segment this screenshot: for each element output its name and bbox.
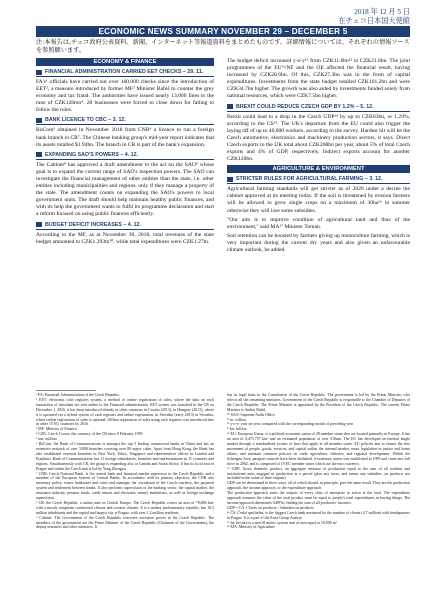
footnote: ⁹ Cabinet: The Government of the Czech Republic exercises executive power in the Czech Republic. The members of the government are the Prime Minister of the Czech Republic (Chairman of the Government), the deputy ministers and other ministers. It: [36, 515, 214, 530]
publisher-org: 在チェコ日本国大使館: [338, 17, 410, 25]
footnotes-right: [227, 393, 410, 530]
article-heading-sao: [36, 151, 214, 160]
document-icon: [36, 70, 42, 75]
footnote: ¹⁷ ha: hectare is a non-SI metric system unit of area equal to 10,000 m²: [227, 520, 337, 525]
footnote: ¹³ bn: billion: [227, 427, 247, 432]
document-icon: [36, 152, 42, 157]
footnote-divider: [36, 390, 96, 391]
publication-date: 2018 年 12 月 5 日: [354, 8, 410, 16]
article-heading-budget: [36, 221, 214, 230]
article-body-sao: The Cabinet⁸ has approved a draft amendment to the act on the SAO⁹ whose goal is to expand the current range of SAO's inspection powers. The SAO can investigate the financial management of other entities than the state, i.e. other entities including municipalities and regions, only if they manage a property of the state. The amendment counts on expanding the SAO's powers to local government units. The draft should help maintain healthy public finances, and with its help the government wants to fulfil its programme declaration and start a reform focused on using public finances efficiently.: [36, 161, 214, 218]
footnote: has its legal basis in the Constitution of the Czech Republic. The government is led by the Prime Minister, who selects all the remaining ministers. Government of the Czech Republic is responsible to the Chamber of Deputies of the Czech Republic. The Prime Minister is appointed by the President of the Czech Republic. The current Prime Minister is Andrej Babiš.: [227, 393, 410, 412]
article-body-farming-cont: Soil retention can be boosted by farmers giving up monoculture farming, which is very important during the current dry years and also given an unfavourable climate outlook, he added.: [227, 232, 410, 253]
footnotes-left: [36, 393, 214, 530]
document-icon: [36, 222, 42, 227]
article-heading-eet: [36, 68, 214, 77]
article-heading-text: BANK LICENCE TO CBC – 3. 12.: [45, 117, 126, 124]
footnote: ⁵ mn: million: [36, 437, 57, 442]
footnote: ¹¹ tn: trillion: [227, 417, 246, 422]
left-column: [36, 58, 214, 248]
header-date-block: [338, 8, 410, 26]
footnote: ⁷ CNB: Czech National Bank, is the central bank and financial market supervisor in the Czech Republic and a member of the European System of Central Banks. In accordance with its primary objective, the CNB sets monetary policy, issues banknotes and coins and manages the circulation of the Czech currency, the payment system and settlement between banks. It also performs supervision of the banking sector, the capital market, the insurance industry, pension funds, credit unions and electronic money institutions, as well as foreign exchange supervision.: [36, 471, 214, 501]
footnote: ¹⁸ MA: Ministry of Agriculture: [227, 525, 276, 530]
footnote: The production approach sums the outputs of every class of enterprise to arrive at the total. The expenditure approach assumes the value of the total product must be equal to people's total expenditures in buying things. The income approach determines GDP by finding the sum of all producers' incomes.: [227, 491, 410, 505]
footnote: ³ MF: Ministry of Finance: [36, 427, 77, 432]
article-body-cbc: BoCom⁵ obtained in November 2018 from CNB⁶ a licence to run a foreign bank branch in CR⁷. The Chinese banking group's mid-year report indicates that its assets totalled $1.94bn. The branch in CR is part of the bank's expansion.: [36, 127, 214, 148]
article-heading-text: STRICTER RULES FOR AGRICULTURAL FARMING – 3. 12.: [236, 176, 383, 183]
footnote: ¹⁵ GDP: Gross domestic product, an aggregate measure of production equal to the sum of all resident and institutional units engaged in production in a period (plus any taxes, and minus any subsidies, on products not included in the value of their outputs).: [227, 466, 410, 481]
footnote: ¹⁴ EU: European Union, is a political-economic union of 28 member states that are located primarily in Europe. It has an area of 4,475,757 km² and an estimated population of over 510mn. The EU has developed an internal single market through a standardised system of laws that apply in all member states. EU policies aim to ensure the free movement of people, goods, services, and capital within the internal market, enact legislation in justice and home affairs, and maintain common policies on trade, agriculture, fisheries, and regional development. Within the Schengen Area, passport controls have been abolished. A monetary union was established in 1999 and came into full force in 2002, and is composed of 19 EU member states which use the euro currency.: [227, 432, 410, 466]
footnote: ² EET: electronic cash registers system, a method of online registration of sales, where the data on each transaction of merchant are sent online to the Financial administration. EET system was launched in the CR on December 1, 2016, it has been introduced already in other countries in Croatia (2013), in Hungary (2013), where it is operated via a hybrid system of cash registers and online registration, in Slovakia (early 2013) in Slovakia, where online registration of sales is optional. Offline registration of sales using cash registers was introduced also in other 15 EU countries by 2016.: [36, 397, 214, 427]
section-header-economy: ECONOMY & FINANCE: [36, 58, 214, 66]
article-heading-text: EXPANDING SAO'S POWERS – 4. 12.: [45, 151, 138, 158]
article-body-brexit: Brexit could lead to a drop in the Czech GDP¹⁴ by up to CZK63bn, or 1.29%, according to the CS¹⁵. The UK's departure from the EU could also trigger the laying off of up to 40,000 workers, according to the survey. Hardest hit will be the Czech automotive, electronics and machinery production sectors, it says. Direct Czech exports to the UK total about CZK208bn per year, about 5% of total Czech exports and 4% of GDP, respectively. Indirect exports account for another CZK120bn.: [227, 113, 410, 163]
article-quote-farming: "Our aim is to improve condition of agricultural land and thus of the environment," said MA¹⁷ Minister Toman.: [227, 216, 410, 230]
article-heading-farming: [227, 175, 410, 184]
article-body-eet: FA's¹ officials have carried out over 160,000 checks since the introduction of EET², a measure introduced by former MF³ Minister Babiš to counter the grey economy and tax fraud. The authorities have issued nearly 13,000 fines to the tune of CZK128mn⁴. 28 businesses were forced to close down for failing to follow the rules.: [36, 79, 214, 114]
footnote: ⁶ BoCom: the Bank of Communications is amongst the top 5 leading commercial banks in China and has an extensive network of over 3,800 branches covering over 80 major cities. Apart from Hong Kong, the Bank has also established overseas branches in New York, Tokyo, Singapore and representative offices in London and Frankfurt. Bank of Communications has 11 foreign subsidiaries, branches and representations in 11 countries and regions. Simultaneously with CR, the group is expanding also to Canada and South Africa. It has its local seat in Prague and within the Czech unit is led by Yang Zhengyu.: [36, 442, 214, 471]
article-heading-text: FINANCIAL ADMINISTRATION CARRIED EET CHECKS – 29. 11.: [45, 69, 204, 75]
footnote: ⁸ CR: the Czech Republic, a nation state in Central Europe. The Czech Republic covers an area of 78,866 km² with a mostly temperate continental climate and oceanic climate. It is a unitary parliamentary republic, has 10.5 million inhabitants and the capital and largest city is Prague, with over 1.2 million residents.: [36, 500, 214, 515]
footnote: GDP can be determined in three ways, all of which should, in principle, give the same result. They are the production approach, the income approach, or the expenditure approach.: [227, 481, 410, 491]
footnote: ⁴ CZK: Czech Crown, the currency of the CR since 8 February 1993: [36, 432, 143, 437]
article-body-budget: According to the MF, as at November 30, 2018, total revenues of the state budget amounted to CZK1.293tn¹⁰, while total expenditures were CZK1.27tn.: [36, 231, 214, 245]
right-column: [227, 58, 410, 256]
article-body-farming: Agricultural farming standards will get stricter as of 2020 under a decree the cabinet approved at its meeting today. If the soil is threatened by erosion farmers will be allowed to grow single crops on a maximum of 30ha¹⁶ in summer otherwise they will lose some subsidies.: [227, 186, 410, 214]
newsletter-title: ECONOMIC NEWS SUMMARY NOVEMBER 29 – DECEMBER 5: [36, 26, 410, 37]
footnote: ¹² y-o-y: year on year, compared with the corresponding month of preceding year: [227, 422, 354, 427]
document-icon: [227, 177, 233, 182]
article-body-budget-cont: The budget deficit increased y-o-y¹¹ from CZK11.6bn¹² to CZK21.6bn. The joint programmes of the EU¹³/NF and the OE affected the financial result, having increased by CZK28.6bn. Of this, CZK27.3bn was in the form of capital expenditures. Investments from the state budget totalled CZK101.2bn and were CZK34.7bn higher. The growth was also aided by investments funded solely from national resources, which were CZK7.5bn higher.: [227, 58, 410, 100]
article-heading-cbc: [36, 116, 214, 125]
footnote: ¹⁶ ČS: Česká spořitelna, is the biggest Czech bank measured by the number of clients (4.7 million) with headquarters in Prague. It is a part of the Erste Group Austria.: [227, 510, 410, 520]
section-header-agriculture: AGRICULTURE & ENVIRONMENT: [227, 165, 410, 173]
disclaimer-note: 注:本報告は,チェコ政府公表資料、新聞、インターネット等報道資料をまとめたものです。詳細情報については、それぞれの情報ソースを参照願います。: [36, 39, 410, 54]
article-heading-brexit: [227, 103, 410, 112]
footnote: ¹⁰ SAO: Supreme Audit Office: [227, 412, 275, 417]
article-heading-text: BUDGET DEFICIT INCREASES – 4. 12.: [45, 221, 141, 228]
footnote: ¹ FA: Financial Administration of the Czech Republic: [36, 393, 120, 397]
footnote: GDP = CA + Taxes on products - Subsidies on products: [227, 505, 314, 510]
article-heading-text: BREXIT COULD REDUCE CZECH GDP BY 1.2% – 5. 12.: [236, 103, 374, 110]
document-icon: [227, 104, 233, 109]
document-icon: [36, 118, 42, 123]
